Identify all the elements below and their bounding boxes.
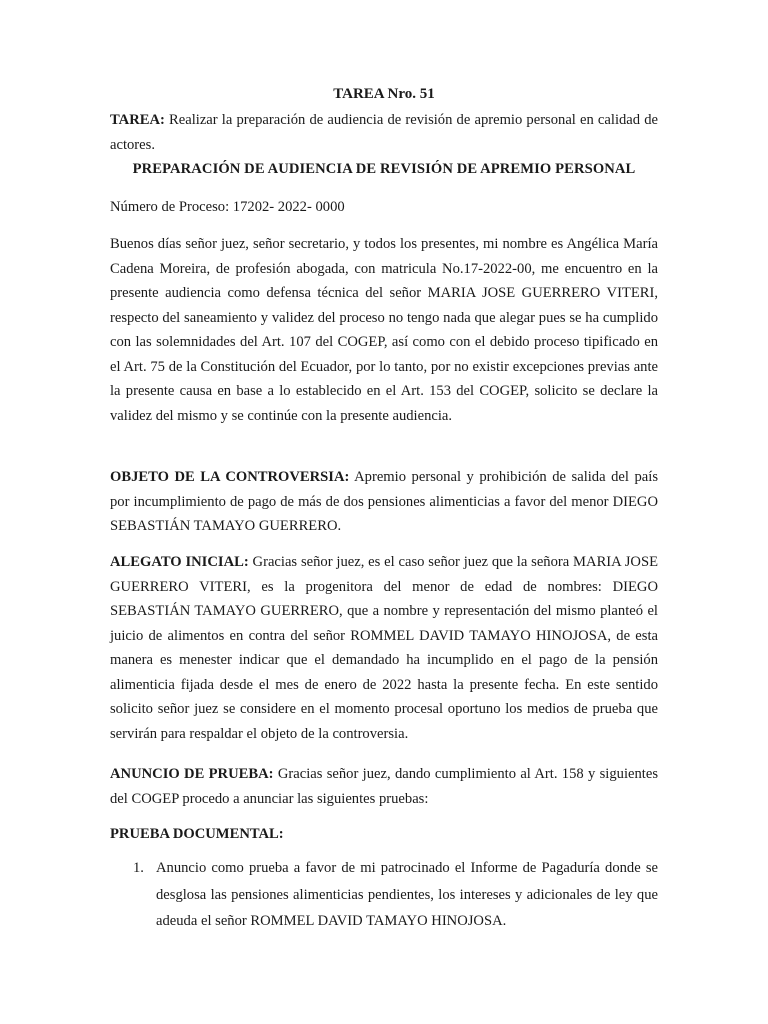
alegato-text: Gracias señor juez, es el caso señor juez que la señora MARIA JOSE GUERRERO VITERI, es la progenitora del menor de edad de nombres: DIEGO SEBASTIÁN TAMAYO GUERRERO, que a nombre y representación del mismo planteó el juicio de alimentos en contra del señor ROMMEL DAVID TAMAYO HINOJOSA, de esta manera es menester indicar que el demandado ha incumplido en el pago de la pensión alimenticia fijada desde el mes de enero de 2022 hasta la presente fecha. En este sentido solicito señor juez se considere en el momento procesal oportuno los medios de prueba que servirán para respaldar el objeto de la controversia. [110,554,658,742]
section-heading: PREPARACIÓN DE AUDIENCIA DE REVISIÓN DE APREMIO PERSONAL [132,161,636,177]
tarea-label: TAREA: [110,112,165,128]
prueba-documental-heading: PRUEBA DOCUMENTAL: [110,826,284,842]
objeto-label: OBJETO DE LA CONTROVERSIA: [110,469,350,485]
list-item-number: 1. [133,860,144,876]
list-item-text: Anuncio como prueba a favor de mi patrocinado el Informe de Pagaduría donde se desglosa las pensiones alimenticias pendientes, los intereses y adicionales de ley que adeuda el señor ROMMEL DAVID TAMAYO HINOJOSA. [156,860,658,929]
greeting-paragraph: Buenos días señor juez, señor secretario, y todos los presentes, mi nombre es Angélica María Cadena Moreira, de profesión abogada, con matricula No.17-2022-00, me encuentro en la presente audiencia como defensa técnica del señor MARIA JOSE GUERRERO VITERI, respecto del saneamiento y validez del proceso no tengo nada que alegar pues se ha cumplido con las solemnidades del Art. 107 del COGEP, así como con el debido proceso tipificado en el Art. 75 de la Constitución del Ecuador, por lo tanto, por no existir excepciones previas ante la presente causa en base a lo establecido en el Art. 153 del COGEP, solicito se declare la validez del mismo y se continúe con la presente audiencia. [110,236,658,424]
objeto-paragraph [110,465,658,539]
alegato-label: ALEGATO INICIAL: [110,554,249,570]
tarea-paragraph [110,108,658,157]
tarea-text: Realizar la preparación de audiencia de revisión de apremio personal en calidad de actores. [110,112,658,153]
objeto-text: Apremio personal y prohibición de salida del país por incumplimiento de pago de más de dos pensiones alimenticias a favor del menor DIEGO SEBASTIÁN TAMAYO GUERRERO. [110,469,659,534]
alegato-paragraph [110,550,658,746]
anuncio-text: Gracias señor juez, dando cumplimiento al Art. 158 y siguientes del COGEP procedo a anunciar las siguientes pruebas: [110,766,659,807]
anuncio-paragraph [110,762,658,811]
anuncio-label: ANUNCIO DE PRUEBA: [110,766,274,782]
document-title: TAREA Nro. 51 [333,86,435,102]
process-number: Número de Proceso: 17202- 2022- 0000 [110,199,345,215]
